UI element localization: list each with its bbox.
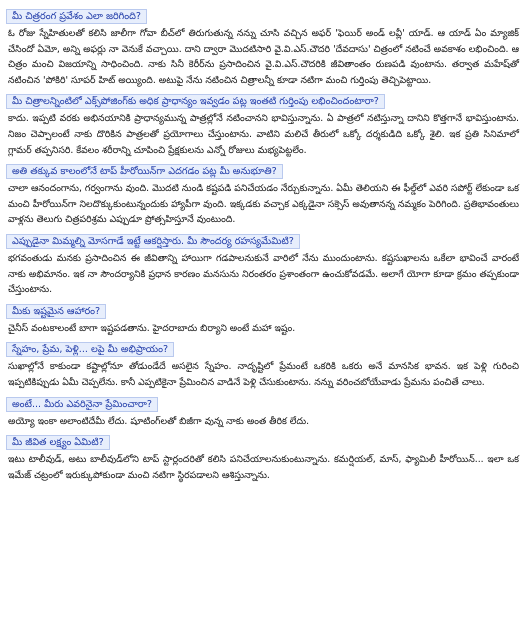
interview-question: మీ చిత్రాలన్నింటిలో ఎక్స్‌పోజింగ్‌కు అధిక ప్రాధాన్యం ఇవ్వడం పట్ల ఇంతటి గుర్తింపు లభించిందంటారా? (6, 94, 385, 109)
interview-question: మీకు ఇష్టమైన ఆహారం? (6, 304, 106, 319)
qa-section (6, 337, 519, 390)
qa-section (6, 159, 519, 228)
interview-answer: సుఖాల్లోనే కాకుండా కష్టాల్లోనూ తోడుండేదే అసలైన స్నేహం. నాదృష్టిలో ప్రేమంటే ఒకరికి ఒకరు అనే మానసిక భావన. ఇక పెళ్లి గురించి ఇప్పటికిప్పుడు ఏమీ చెప్పలేను. కానీ ఎప్పటికైనా ప్రేమించిన వాడినే పెళ్లి చేసుకుంటాను. నన్ను వరించబోయేవాడు ప్రేమను పంచితే చాలు. (8, 361, 519, 388)
interview-question: స్నేహం, ప్రేమ, పెళ్లి... లపై మీ అభిప్రాయం? (6, 342, 174, 357)
interview-answer: అయ్యో ఇంకా అలాంటిదేమీ లేదు. షూటింగ్‌లతో బిజీగా వున్న నాకు అంత తీరిక లేదు. (8, 415, 310, 427)
interview-answer: కాదు. ఇప్పటి వరకు అభినయానికి ప్రాధాన్యమున్న పాత్రల్లోనే నటించానని భావిస్తున్నాను. ఏ పాత్రలో నటిస్తున్నా దానిని కొత్తగానే భావిస్తుంటాను. నిజం చెప్పాలంటే నాకు దొరికిన పాత్రలతో ప్రయోగాలు చేస్తుంటాను. వాటిని మలిచే తీరులో ఒక్కో దర్శకుడిది ఒక్కో శైలి. ఇక ప్రతి సినిమాలో గ్లామర్ తప్పనిసరి. కేవలం శరీరాన్ని చూపించి ప్రేక్షకులను ఎన్నో రోజులు మభ్యపెట్టలేం. (8, 113, 519, 156)
interview-question: మీ జీవిత లక్ష్యం ఏమిటి? (6, 435, 110, 450)
interview-question: అంటే... మీరు ఎవరినైనా ప్రేమించారా? (6, 397, 158, 412)
qa-section (6, 4, 519, 88)
interview-answer: చైనీస్ వంటకాలంటే బాగా ఇష్టపడతాను. హైదరాబాదు బిర్యాని అంటే మహా ఇష్టం. (8, 322, 296, 334)
qa-section (6, 229, 519, 298)
interview-answer: ఓ రోజు స్నేహితులతో కలిసి జాలీగా గోవా బీచ్‌లో తిరుగుతున్న నన్ను చూసి వచ్చిన అఫర్ 'ఫెయిర్ అండ్ లవ్లీ' యాడ్. ఆ యాడ్ ఏం మ్యాజిక్ చేసిందో ఏమో, అన్ని అఫర్లు నా వెనుకే వచ్చాయి. దాని ద్వారా మొదటిసారి వై.వి.ఎస్.చౌదరి 'దేవదాసు' చిత్రంలో నటించే అవకాశం లభించింది. ఆ చిత్రం మంచి విజయాన్ని సాధించింది. నాకు సినీ కెరీర్‌ను ప్రసాదించిన వై.వి.ఎస్.చౌదరికి జీవితాంతం రుణపడి వుంటాను. తర్వాత మహేష్‌తో నటించిన 'పోకిరి' సూపర్ హిట్ అయ్యింది. అటుపై నేను నటించిన చిత్రాలన్నీ కూడా నటిగా మంచి గుర్తింపు తెచ్చిపెట్టాయి. (8, 28, 519, 86)
interview-answer: ఇటు టాలీవుడ్, అటు బాలీవుడ్‌లోని టాప్ స్టార్లందరితో కలిసి పనిచేయాలనుకుంటున్నాను. కమర్షియల్, మాస్, ఫ్యామిలీ హీరోయిన్... ఇలా ఒక ఇమేజ్ చట్రంలో ఇరుక్కుపోకుండా మంచి నటిగా స్థిరపడాలని ఆశిస్తున్నాను. (8, 454, 519, 481)
qa-section (6, 299, 519, 337)
interview-question: మీ చిత్రరంగ ప్రవేశం ఎలా జరిగింది? (6, 9, 147, 24)
qa-section (6, 430, 519, 483)
interview-question: ఎప్పుడైనా మిమ్మల్ని మోసగాడే ఇట్టే ఆకర్షిస్తారు. మీ సౌందర్య రహస్యమేమిటి? (6, 234, 300, 249)
qa-section (6, 392, 519, 430)
interview-answer: చాలా ఆనందంగాను, గర్వంగాను వుంది. మొదటి నుండి కష్టపడి పనిచేయడం నేర్చుకున్నాను. ఏమీ తెలియని ఈ ఫీల్డ్‌లో ఎవరి సపోర్ట్ లేకుండా ఒక మంచి హీరోయిన్‌గా నిలదొక్కుకుంటున్నందుకు హ్యాపీగా వుంది. ఇక్కడకు వచ్చాక ఎక్కడైనా సక్సెస్ అవుతానన్న నమ్మకం పెరిగింది. ప్రతిభావంతులు వాళ్లను తెలుగు చిత్రపరిశ్రమ ఎప్పుడూ ప్రోత్సహిస్తూనే వుంటుంది. (8, 183, 519, 226)
qa-section (6, 89, 519, 158)
interview-question: అతి తక్కువ కాలంలోనే టాప్ హీరోయిన్‌గా ఎదగడం పట్ల మీ అనుభూతి? (6, 164, 283, 179)
interview-answer: భగవంతుడు మనకు ప్రసాదించిన ఈ జీవితాన్ని హాయిగా గడపాలనుకునే వారిలో నేను ముందుంటాను. కష్టసుఖాలను ఒకేలా భావించే వారంటే నాకు అభిమానం. ఇక నా సౌందర్యానికి ప్రధాన కారణం మనసును నిరంతరం ప్రశాంతంగా ఉంచుకోవడమే. అలాగే యోగా కూడా క్రమం తప్పకుండా చేస్తుంటాను. (8, 252, 519, 296)
